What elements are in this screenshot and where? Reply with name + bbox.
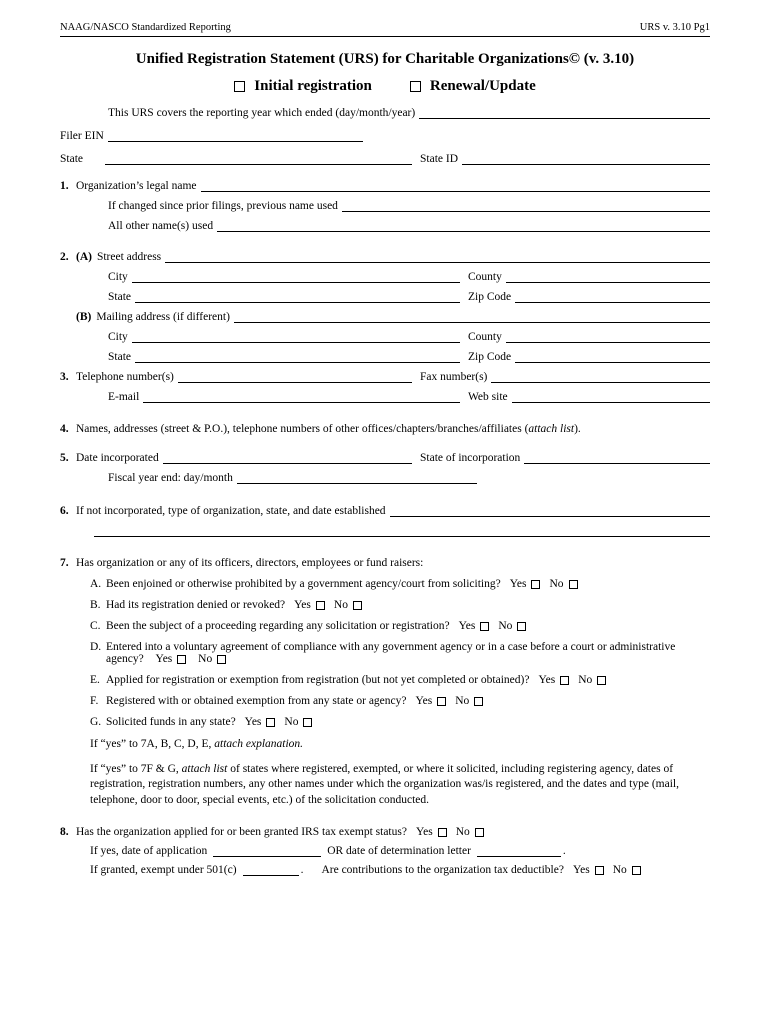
state-id-field	[412, 152, 710, 165]
q8-determination-date-input[interactable]	[477, 845, 561, 857]
q7g-letter: G.	[90, 716, 102, 728]
q7a-letter: A.	[90, 578, 102, 590]
filer-ein-input[interactable]	[108, 129, 363, 142]
q3-number: 3.	[60, 371, 69, 383]
state-input[interactable]	[105, 152, 412, 165]
state-id-label: State ID	[420, 153, 459, 165]
q7c-text: Been the subject of a proceeding regarding any solicitation or registration?	[106, 620, 450, 632]
q2a-county-field	[460, 270, 710, 283]
q5-state-label: State of incorporation	[420, 452, 521, 464]
q7g-yes-checkbox[interactable]	[266, 718, 275, 727]
q2b-city-label: City	[108, 331, 128, 343]
q2b-letter: (B)	[76, 311, 92, 323]
q6-label: If not incorporated, type of organization, state, and date established	[76, 505, 386, 517]
registration-type-row	[60, 78, 710, 95]
q1-legal-name-label: Organization’s legal name	[76, 180, 197, 192]
renewal-update-label: Renewal/Update	[429, 78, 536, 94]
q8-line3-period: .	[300, 864, 304, 877]
q2a-zip-label: Zip Code	[468, 291, 512, 303]
q8-exempt-row	[60, 864, 710, 876]
q7b-no[interactable]: No	[334, 599, 362, 611]
q7b-letter: B.	[90, 599, 101, 611]
q2a-city-county-row	[60, 270, 710, 283]
q8-application-row	[60, 845, 710, 857]
q2a-city-field	[60, 270, 460, 283]
q7a-no[interactable]: No	[549, 578, 577, 590]
q2b-state-field	[60, 350, 460, 363]
page-header	[60, 22, 710, 37]
reporting-year-label: This URS covers the reporting year which ended (day/month/year)	[108, 107, 416, 119]
q2b-city-county-row	[60, 330, 710, 343]
q7e-row	[60, 674, 710, 686]
q6-number: 6.	[60, 505, 69, 517]
q3-website-label: Web site	[468, 391, 508, 403]
q7c-letter: C.	[90, 620, 101, 632]
q7d-yes[interactable]: Yes	[156, 653, 187, 665]
q2a-city-input[interactable]	[132, 270, 460, 283]
q7-intro-row	[60, 557, 710, 569]
q2a-street-row	[60, 250, 710, 263]
q4-row	[60, 423, 710, 435]
q6-row	[60, 504, 710, 517]
q7-intro: Has organization or any of its officers, directors, employees or fund raisers:	[76, 557, 424, 569]
q7b-text: Had its registration denied or revoked?	[106, 599, 286, 611]
q1-previous-name-label: If changed since prior filings, previous name used	[108, 200, 338, 212]
q7a-no-checkbox[interactable]	[569, 580, 578, 589]
q2b-county-field	[460, 330, 710, 343]
header-right-text: URS v. 3.10 Pg1	[639, 22, 710, 33]
q2-number: 2.	[60, 251, 69, 263]
q8-application-label: If yes, date of application	[90, 845, 208, 858]
q1-number: 1.	[60, 180, 69, 192]
q3-website-field	[460, 390, 710, 403]
q8-application-date-input[interactable]	[213, 845, 321, 857]
q1-other-names-input[interactable]	[217, 219, 710, 232]
q1-other-names-label: All other name(s) used	[108, 220, 214, 232]
q7b-yes-checkbox[interactable]	[316, 601, 325, 610]
q7d-no-checkbox[interactable]	[217, 655, 226, 664]
q7e-text: Applied for registration or exemption from registration (but not yet completed or obtained)?	[106, 674, 530, 686]
reporting-year-row	[60, 106, 710, 119]
q7d-text: Entered into a voluntary agreement of compliance with any government agency or in a case before a court or administrative agency?	[106, 641, 676, 665]
q2b-city-field	[60, 330, 460, 343]
q4-text: Names, addresses (street & P.O.), telephone numbers of other offices/chapters/branches/affiliates (attach list).	[76, 423, 581, 435]
q8-deductible-no-checkbox[interactable]	[632, 866, 641, 875]
q1-other-names-row	[60, 219, 710, 232]
q7c-no[interactable]: No	[498, 620, 526, 632]
q3-fax-input[interactable]	[491, 370, 710, 383]
q2b-county-input[interactable]	[506, 330, 710, 343]
q2a-zip-input[interactable]	[515, 290, 710, 303]
q3-email-input[interactable]	[143, 390, 460, 403]
q2a-state-input[interactable]	[135, 290, 460, 303]
state-id-input[interactable]	[462, 152, 710, 165]
q2a-county-label: County	[468, 271, 502, 283]
q8-deductible-yes-checkbox[interactable]	[595, 866, 604, 875]
initial-registration-label: Initial registration	[254, 78, 372, 94]
q8-exempt-label: If granted, exempt under 501(c)	[90, 864, 237, 877]
q7f-text: Registered with or obtained exemption from any state or agency?	[106, 695, 407, 707]
q2b-zip-input[interactable]	[515, 350, 710, 363]
q2b-mailing-row	[60, 310, 710, 323]
q2a-state-field	[60, 290, 460, 303]
initial-registration-option[interactable]	[234, 78, 372, 95]
q3-email-field	[60, 390, 460, 403]
state-row	[60, 152, 710, 165]
q3-phone-fax-row	[60, 370, 710, 383]
q7e-no[interactable]: No	[578, 674, 606, 686]
q2a-street-label: Street address	[96, 251, 162, 263]
q5-state-input[interactable]	[524, 451, 710, 464]
q1-legal-name-row	[60, 179, 710, 192]
q7e-yes-checkbox[interactable]	[560, 676, 569, 685]
q2a-zip-field	[460, 290, 710, 303]
q7c-yes[interactable]: Yes	[459, 620, 490, 632]
q7f-no[interactable]: No	[455, 695, 483, 707]
q5-date-label: Date incorporated	[76, 452, 159, 464]
q7b-row	[60, 599, 710, 611]
renewal-update-option[interactable]	[410, 78, 536, 95]
q8-deductible-label: Are contributions to the organization tax deductible?	[321, 864, 564, 877]
q5-date-field	[60, 451, 412, 464]
q5-fiscal-label: Fiscal year end: day/month	[108, 472, 233, 484]
q7g-yes[interactable]: Yes	[245, 716, 276, 728]
q8-yes[interactable]: Yes	[416, 826, 447, 838]
q7f-letter: F.	[90, 695, 99, 707]
q6-input[interactable]	[390, 504, 710, 517]
state-label: State	[60, 153, 83, 165]
q8-no[interactable]: No	[456, 826, 484, 838]
q3-telephone-input[interactable]	[178, 370, 412, 383]
initial-registration-checkbox[interactable]	[234, 81, 245, 92]
q8-determination-label: OR date of determination letter	[327, 845, 471, 858]
q3-fax-field	[412, 370, 710, 383]
header-left-text: NAAG/NASCO Standardized Reporting	[60, 22, 231, 33]
q8-line2-period: .	[562, 845, 566, 858]
q3-website-input[interactable]	[512, 390, 710, 403]
q7-number: 7.	[60, 557, 69, 569]
q7f-yes[interactable]: Yes	[416, 695, 447, 707]
q8-deductible-yes[interactable]: Yes	[573, 864, 604, 876]
q2b-zip-field	[460, 350, 710, 363]
q7-section	[60, 557, 710, 808]
renewal-update-checkbox[interactable]	[410, 81, 421, 92]
q7a-yes-checkbox[interactable]	[531, 580, 540, 589]
q2b-state-zip-row	[60, 350, 710, 363]
q2b-county-label: County	[468, 331, 502, 343]
state-field	[60, 152, 412, 165]
q6-input-2[interactable]	[94, 524, 710, 537]
q2b-mailing-input[interactable]	[234, 310, 710, 323]
q2a-county-input[interactable]	[506, 270, 710, 283]
q7d-yes-checkbox[interactable]	[177, 655, 186, 664]
q7b-yes[interactable]: Yes	[294, 599, 325, 611]
q3-email-web-row	[60, 390, 710, 403]
q2b-zip-label: Zip Code	[468, 351, 512, 363]
q1-previous-name-row	[60, 199, 710, 212]
q2b-state-input[interactable]	[135, 350, 460, 363]
q7f-no-checkbox[interactable]	[474, 697, 483, 706]
q3-telephone-field	[60, 370, 412, 383]
q7c-row	[60, 620, 710, 632]
q8-text: Has the organization applied for or been granted IRS tax exempt status?	[76, 826, 407, 839]
q6-row-2	[60, 524, 710, 537]
q2b-mailing-label: Mailing address (if different)	[96, 311, 230, 323]
q7b-no-checkbox[interactable]	[353, 601, 362, 610]
q3-fax-label: Fax number(s)	[420, 371, 488, 383]
q4-number: 4.	[60, 423, 69, 435]
q7a-text: Been enjoined or otherwise prohibited by a government agency/court from soliciting?	[106, 578, 501, 590]
q7f-row	[60, 695, 710, 707]
filer-ein-row	[60, 129, 710, 142]
q5-date-row	[60, 451, 710, 464]
q5-date-input[interactable]	[163, 451, 412, 464]
q7a-yes[interactable]: Yes	[510, 578, 541, 590]
q7-note-2: If “yes” to 7F & G, attach list of states where registered, exempted, or where it solicited, including registering agency, dates of registration, registration numbers, any other names under which the organization was/is registered, and the dates and type (mail, telephone, door to door, special events, etc.) of the solicitation conducted.	[90, 762, 679, 806]
page-title: Unified Registration Statement (URS) for Charitable Organizations© (v. 3.10)	[135, 51, 635, 67]
q7g-no-checkbox[interactable]	[303, 718, 312, 727]
q7e-no-checkbox[interactable]	[597, 676, 606, 685]
q7g-no[interactable]: No	[284, 716, 312, 728]
filer-ein-label: Filer EIN	[60, 130, 104, 142]
q8-number: 8.	[60, 826, 69, 839]
q7-note-1: If “yes” to 7A, B, C, D, E, attach explanation.	[90, 738, 304, 750]
reporting-year-input[interactable]	[419, 106, 710, 119]
q2a-street-input[interactable]	[165, 250, 710, 263]
q2a-state-label: State	[108, 291, 131, 303]
q5-number: 5.	[60, 452, 69, 464]
q3-email-label: E-mail	[108, 391, 140, 403]
q5-state-field	[412, 451, 710, 464]
q7e-yes[interactable]: Yes	[538, 674, 569, 686]
q7e-letter: E.	[90, 674, 100, 686]
q2a-state-zip-row	[60, 290, 710, 303]
q1-legal-name-input[interactable]	[201, 179, 711, 192]
q7g-row	[60, 716, 710, 728]
q8-exempt-code-input[interactable]	[243, 864, 299, 876]
q3-telephone-label: Telephone number(s)	[76, 371, 174, 383]
q2b-state-label: State	[108, 351, 131, 363]
q7d-letter: D.	[90, 641, 102, 653]
q2b-city-input[interactable]	[132, 330, 460, 343]
q8-no-checkbox[interactable]	[475, 828, 484, 837]
q2a-letter: (A)	[76, 251, 92, 263]
q7c-yes-checkbox[interactable]	[480, 622, 489, 631]
q8-row	[60, 826, 710, 838]
q5-fiscal-row	[60, 471, 710, 484]
q7d-row	[60, 641, 710, 665]
q7a-row	[60, 578, 710, 590]
q5-fiscal-input[interactable]	[237, 471, 477, 484]
q8-deductible-no[interactable]: No	[613, 864, 641, 876]
q7f-yes-checkbox[interactable]	[437, 697, 446, 706]
q7g-text: Solicited funds in any state?	[106, 716, 236, 728]
q8-yes-checkbox[interactable]	[438, 828, 447, 837]
q7c-no-checkbox[interactable]	[517, 622, 526, 631]
q2a-city-label: City	[108, 271, 128, 283]
q1-previous-name-input[interactable]	[342, 199, 710, 212]
q7d-no[interactable]: No	[198, 653, 226, 665]
